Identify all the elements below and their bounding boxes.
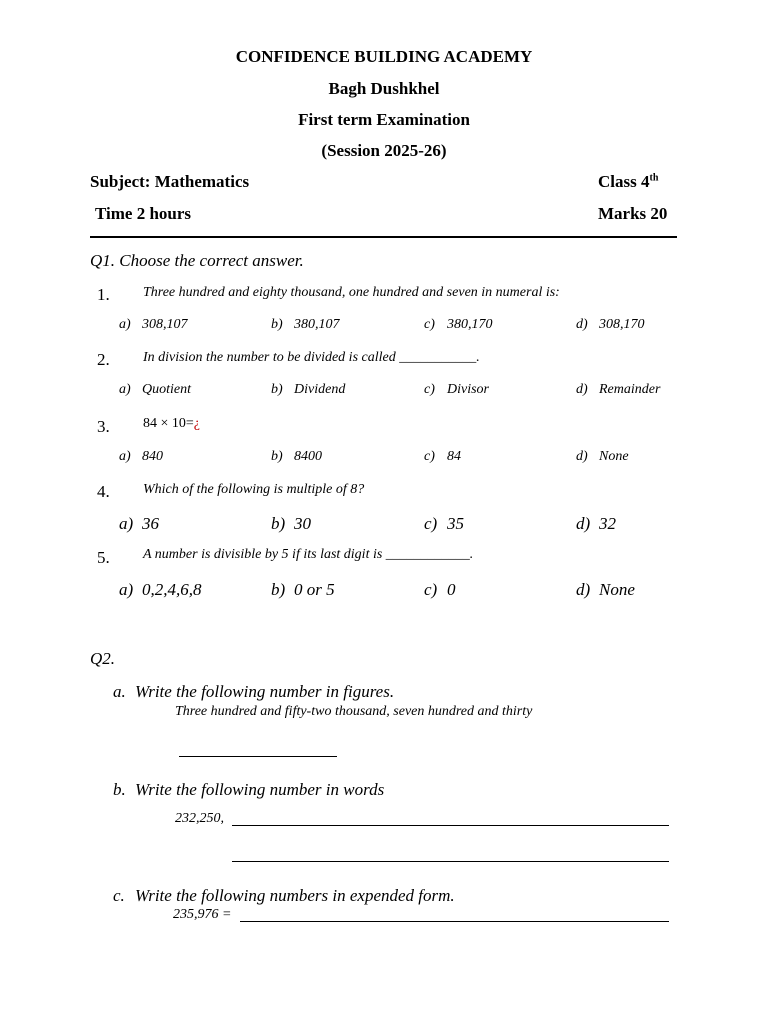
q1-item-3-text — [143, 416, 200, 432]
option-text: 30 — [294, 514, 311, 533]
option-text: None — [599, 449, 629, 464]
school-location: Bagh Dushkhel — [328, 79, 440, 98]
option-label: c) — [424, 317, 435, 332]
school-name: CONFIDENCE BUILDING ACADEMY — [235, 47, 533, 66]
option-text: None — [599, 580, 635, 599]
q2-part-b-answer-line-2[interactable] — [232, 861, 669, 862]
option-label: a) — [119, 514, 134, 533]
option-label: b) — [271, 514, 286, 533]
subject: Subject: Mathematics — [90, 172, 250, 191]
option-label: c) — [424, 449, 435, 464]
header-divider — [90, 236, 677, 238]
time: Time 2 hours — [95, 204, 192, 223]
option-label: b) — [271, 317, 283, 332]
session: (Session 2025-26) — [321, 141, 447, 160]
option-text: 840 — [142, 449, 163, 464]
q1-item-3-option-d — [576, 449, 629, 465]
option-text: 0 or 5 — [294, 580, 335, 599]
option-text: 308,170 — [599, 317, 645, 332]
q1-item-5-option-c — [424, 580, 456, 600]
option-label: a) — [119, 317, 131, 332]
q1-item-1-option-c — [424, 317, 493, 333]
option-label: b) — [271, 382, 283, 397]
q1-item-4-option-d — [576, 514, 616, 534]
option-label: a) — [119, 580, 134, 599]
q1-item-3-option-a — [119, 449, 163, 465]
q1-item-4-text: Which of the following is multiple of 8? — [143, 482, 365, 497]
q2-title: Q2. — [90, 649, 116, 668]
q1-item-4-option-b — [271, 514, 311, 534]
q1-item-2-text: In division the number to be divided is called ___________. — [143, 350, 480, 365]
q2-part-c-prompt: 235,976 = — [173, 907, 232, 922]
q1-item-5-text: A number is divisible by 5 if its last digit is ____________. — [143, 547, 474, 562]
q1-item-4-option-c — [424, 514, 464, 534]
q2-part-b-text: Write the following number in words — [135, 780, 385, 799]
q1-item-1-text: Three hundred and eighty thousand, one hundred and seven in numeral is: — [143, 285, 560, 300]
q1-item-5-option-a — [119, 580, 202, 600]
option-text: Dividend — [294, 382, 346, 397]
q1-item-2-option-d — [576, 382, 660, 398]
option-label: d) — [576, 317, 588, 332]
option-label: d) — [576, 382, 588, 397]
equation-text: 84 × 10= — [143, 416, 194, 431]
q1-item-1-number: 1. — [97, 285, 110, 304]
q2-part-a-prompt: Three hundred and fifty-two thousand, seven hundred and thirty — [175, 704, 533, 719]
q2-part-b-label: b. — [113, 780, 126, 799]
q1-item-1-option-a — [119, 317, 188, 333]
q1-item-2-option-b — [271, 382, 345, 398]
q1-item-4-option-a — [119, 514, 159, 534]
q2-part-c — [113, 886, 455, 906]
q1-item-2-number: 2. — [97, 350, 110, 369]
q1-item-5-option-b — [271, 580, 335, 600]
exam-title: First term Examination — [298, 110, 470, 129]
equation-mark: ¿ — [193, 416, 201, 431]
q1-title: Q1. Choose the correct answer. — [90, 251, 304, 270]
q1-item-3-number: 3. — [97, 417, 110, 436]
q2-part-b-prompt: 232,250, — [175, 811, 224, 826]
option-text: 380,170 — [447, 317, 493, 332]
q1-item-1-option-d — [576, 317, 645, 333]
q1-item-3-option-c — [424, 449, 461, 465]
q1-item-5-option-d — [576, 580, 635, 600]
option-label: d) — [576, 580, 591, 599]
option-text: Quotient — [142, 382, 191, 397]
class-label: Class 4 — [598, 172, 650, 191]
q2-part-a-answer-line[interactable] — [179, 756, 337, 757]
class-superscript: th — [649, 172, 659, 184]
option-label: b) — [271, 580, 286, 599]
q2-part-c-label: c. — [113, 886, 125, 905]
option-text: 380,107 — [294, 317, 340, 332]
q1-item-4-number: 4. — [97, 482, 110, 501]
option-label: a) — [119, 449, 131, 464]
option-text: 36 — [142, 514, 159, 533]
option-text: 0,2,4,6,8 — [142, 580, 202, 599]
option-label: d) — [576, 514, 591, 533]
class-info — [598, 172, 658, 192]
option-text: Remainder — [599, 382, 661, 397]
option-label: c) — [424, 514, 438, 533]
option-label: c) — [424, 580, 438, 599]
q2-part-a-label: a. — [113, 682, 126, 701]
q2-part-a-text: Write the following number in figures. — [135, 682, 395, 701]
option-text: 35 — [447, 514, 464, 533]
option-label: c) — [424, 382, 435, 397]
marks: Marks 20 — [598, 204, 668, 223]
option-label: a) — [119, 382, 131, 397]
option-label: b) — [271, 449, 283, 464]
option-text: 8400 — [294, 449, 322, 464]
q2-part-b — [113, 780, 384, 800]
option-text: 32 — [599, 514, 616, 533]
q1-item-1-option-b — [271, 317, 340, 333]
q2-part-b-answer-line-1[interactable] — [232, 825, 669, 826]
q1-item-5-number: 5. — [97, 548, 110, 567]
q2-part-c-text: Write the following numbers in expended form. — [135, 886, 455, 905]
q1-item-3-option-b — [271, 449, 322, 465]
q1-item-2-option-a — [119, 382, 191, 398]
option-text: 308,107 — [142, 317, 188, 332]
q2-part-a — [113, 682, 394, 702]
option-text: 0 — [447, 580, 456, 599]
q1-item-2-option-c — [424, 382, 489, 398]
option-text: Divisor — [447, 382, 489, 397]
q2-part-c-answer-line[interactable] — [240, 921, 669, 922]
option-label: d) — [576, 449, 588, 464]
option-text: 84 — [447, 449, 461, 464]
